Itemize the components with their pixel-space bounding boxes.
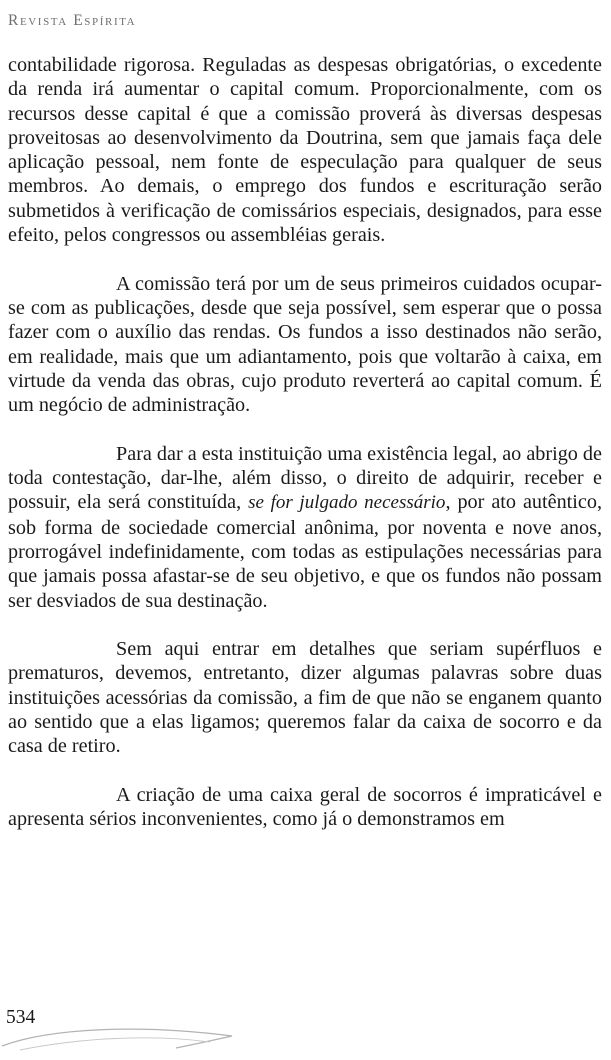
running-header: Revista Espírita xyxy=(8,12,137,29)
decorative-swash-icon xyxy=(0,1020,240,1056)
paragraph-5: A criação de uma caixa geral de socorros é impraticável e apresenta sérios inconvenientes, como já o demonstramos em xyxy=(8,783,602,831)
paragraph-3-text-b: , por ato autêntico, sob forma de sociedade comercial anônima, por noventa e nove anos, prorrogável indefinidamente, com todas as estipulações necessárias para que jamais possa afastar-se de seu objetivo, e que os fundos não possam ser desviados de sua destinação. xyxy=(8,491,602,612)
paragraph-3-text-a: Para dar a esta instituição uma existência legal, ao abrigo de toda contestação, dar-lhe, além disso, o direito de adquirir, receber e possuir, ela será constituída, xyxy=(8,442,602,514)
paragraph-1: contabilidade rigorosa. Reguladas as despesas obrigatórias, o excedente da renda irá aumentar o capital comum. Proporcionalmente, com os recursos desse capital é que a comissão proverá às diversas despesas proveitosas ao desenvolvimento da Doutrina, sem que jamais faça dele aplicação pessoal, nem fonte de especulação para qualquer de seus membros. Ao demais, o emprego dos fundos e escrituração serão submetidos à verificação de comissários especiais, designados, para esse efeito, pelos congressos ou assembléias gerais. xyxy=(8,54,602,247)
paragraph-4: Sem aqui entrar em detalhes que seriam supérfluos e prematuros, devemos, entretanto, dizer algumas palavras sobre duas instituições acessórias da comissão, a fim de que não se enganem quanto ao sentido que a elas ligamos; queremos falar da caixa de socorro e da casa de retiro. xyxy=(8,638,602,758)
page-number: 534 xyxy=(6,1007,36,1028)
paragraph-2: A comissão terá por um de seus primeiros cuidados ocupar-se com as publicações, desde que seja possível, sem esperar que o possa fazer com o auxílio das rendas. Os fundos a isso destinados não serão, em realidade, mais que um adiantamento, pois que voltarão à caixa, em virtude da venda das obras, cujo produto reverterá ao capital comum. É um negócio de administração. xyxy=(8,272,602,417)
page-body xyxy=(8,53,602,856)
paragraph-3-emphasis: se for julgado necessário xyxy=(248,492,446,514)
paragraph-3 xyxy=(8,442,602,613)
